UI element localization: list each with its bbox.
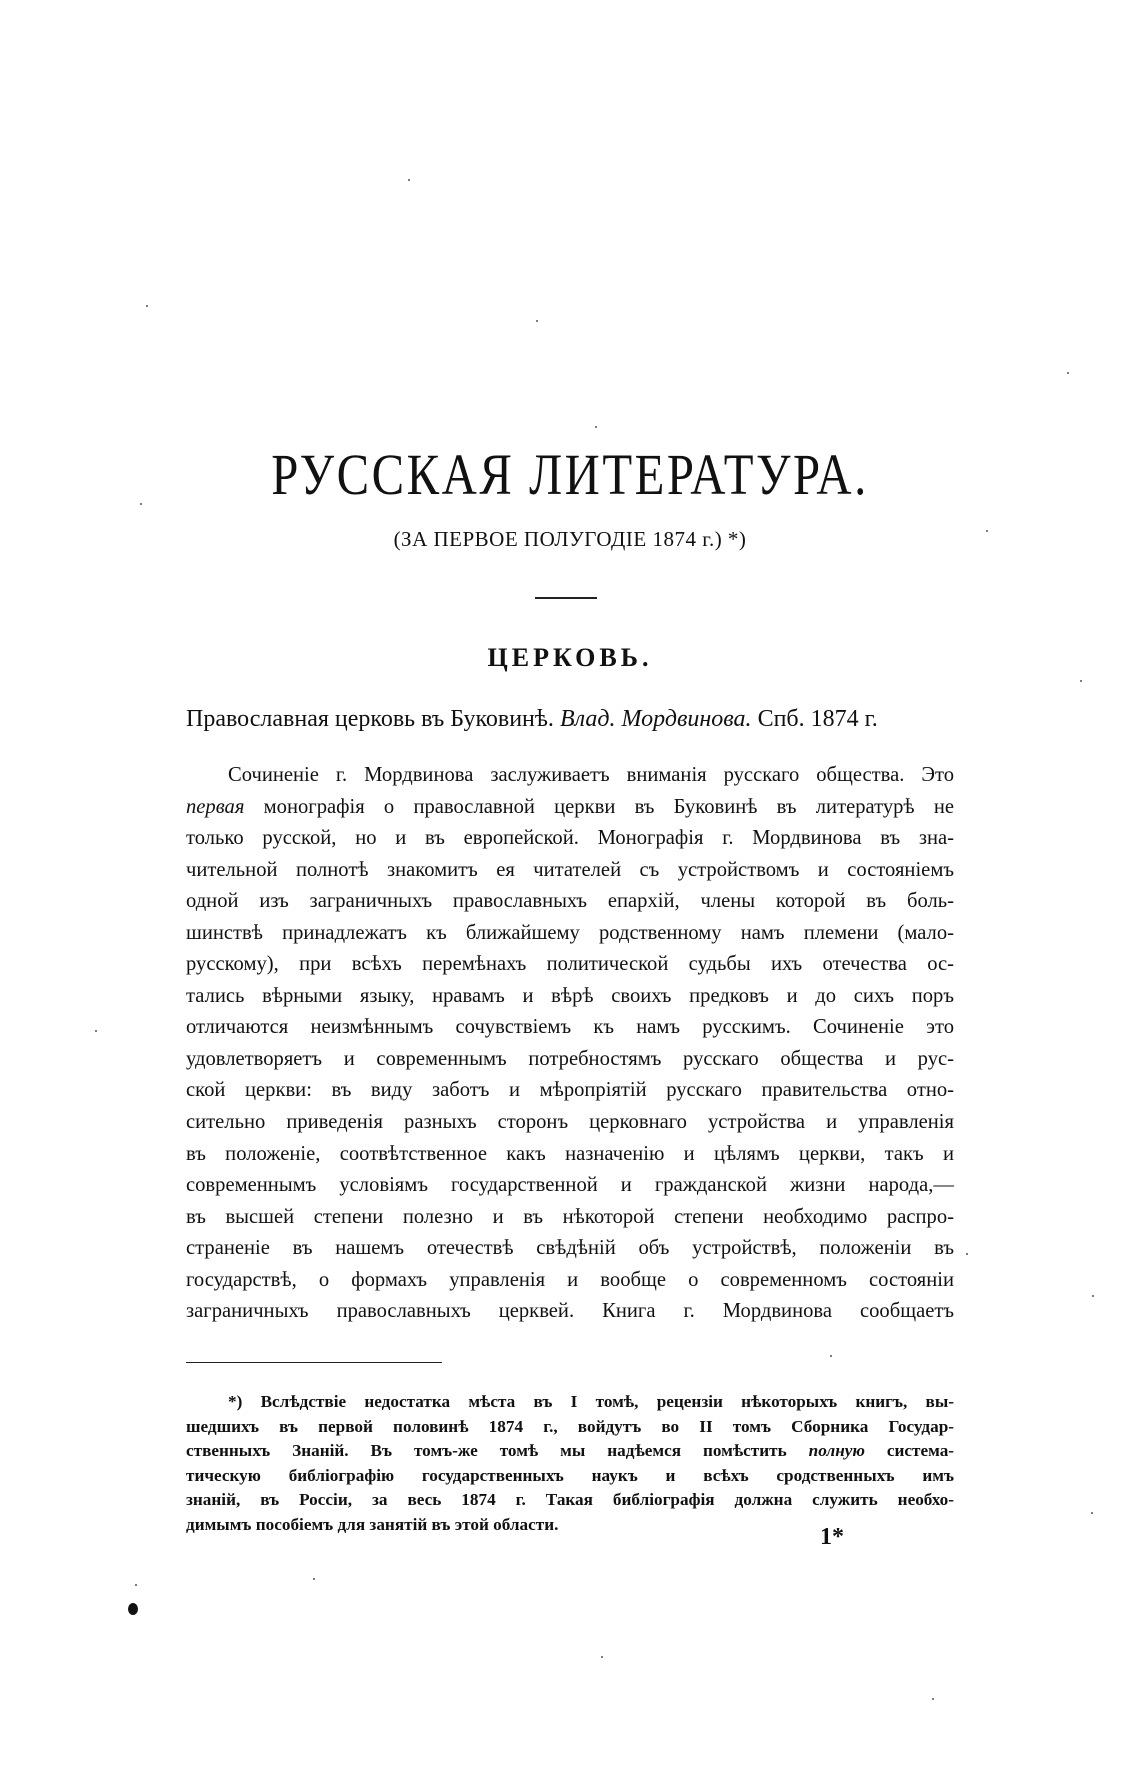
- body-line: чительной полнотѣ знакомитъ ея читателей съ устройствомъ и состояніемъ: [186, 858, 954, 881]
- book-place-year: Спб. 1874 г.: [757, 706, 878, 732]
- body-line: Сочиненіе г. Мордвинова заслуживаетъ вниманія русскаго общества. Это: [228, 764, 954, 786]
- body-line: сительно приведенія разныхъ сторонъ церковнаго устройства и управленія: [186, 1111, 954, 1134]
- scan-speck: [1091, 1512, 1093, 1514]
- scan-speck: [966, 1253, 968, 1255]
- body-line: ской церкви: въ виду заботъ и мѣропріятій русскаго правительства отно-: [186, 1079, 954, 1102]
- scan-speck: [536, 320, 538, 322]
- body-line: въ положеніе, соотвѣтственное какъ назначенію и цѣлямъ церкви, такъ и: [186, 1142, 954, 1165]
- body-line: въ высшей степени полезно и въ нѣкоторой степени необходимо распро-: [186, 1205, 954, 1228]
- footnote-line-text: ственныхъ Знаній. Въ томъ-же томѣ мы надѣемся помѣстить: [186, 1441, 787, 1461]
- footnote-line: [186, 1439, 954, 1464]
- book-title: Православная церковь въ Буковинѣ.: [186, 706, 554, 732]
- body-line: одной изъ заграничныхъ православныхъ епархій, члены которой въ боль-: [186, 890, 954, 913]
- scan-speck: [95, 1030, 97, 1032]
- scan-speck: [408, 179, 410, 181]
- body-line: страненіе въ нашемъ отечествѣ свѣдѣній объ устройствѣ, положеніи въ: [186, 1237, 954, 1260]
- page-subtitle: (ЗА ПЕРВОЕ ПОЛУГОДІЕ 1874 г.) *): [393, 527, 747, 551]
- scan-speck: [140, 503, 142, 505]
- body-line: отличаются неизмѣннымъ сочувствіемъ къ намъ русскимъ. Сочиненіе это: [186, 1016, 954, 1039]
- footnote-line: *) Вслѣдствіе недостатка мѣста въ I томѣ, рецензіи нѣкоторыхъ книгъ, вы-: [228, 1392, 954, 1411]
- book-reference: [186, 702, 956, 736]
- book-author: Влад. Мордвинова.: [559, 706, 752, 732]
- footnote-line-tail: система-: [886, 1441, 955, 1461]
- page-title: РУССКАЯ ЛИТЕРАТУРА.: [271, 442, 869, 507]
- body-line: удовлетворяетъ и современнымъ потребностямъ русскаго общества и рус-: [186, 1047, 954, 1070]
- body-line: шинствѣ принадлежатъ къ ближайшему родственному намъ племени (мало-: [186, 921, 954, 944]
- footnote-divider: [186, 1362, 442, 1363]
- scan-speck: [135, 1584, 137, 1586]
- body-line: заграничныхъ православныхъ церквей. Книга г. Мордвинова сообщаетъ: [186, 1300, 954, 1323]
- body-line: государствѣ, о формахъ управленія и вообще о современномъ состояніи: [186, 1268, 954, 1291]
- footnote: [186, 1390, 954, 1538]
- scan-speck: [601, 1656, 603, 1658]
- scan-speck: [1080, 680, 1082, 682]
- footnote-line: димымъ пособіемъ для занятій въ этой области.: [186, 1514, 559, 1534]
- scan-speck: [313, 1578, 315, 1580]
- body-line: русскому), при всѣхъ перемѣнахъ политической судьбы ихъ отечества ос-: [186, 953, 954, 976]
- body-line-text: монографія о православной церкви въ Буковинѣ въ литературѣ не: [263, 795, 954, 818]
- scan-speck: [595, 426, 597, 428]
- section-heading: ЦЕРКОВЬ.: [487, 643, 653, 672]
- body-paragraph: [186, 760, 954, 1328]
- footnote-line: знаній, въ Россіи, за весь 1874 г. Такая библіографія должна служить необхо-: [186, 1490, 954, 1510]
- title-divider: [535, 597, 597, 599]
- footnote-line: тическую библіографію государственныхъ наукъ и всѣхъ сродственныхъ имъ: [186, 1465, 954, 1485]
- body-line: современнымъ условіямъ государственной и гражданской жизни народа,—: [186, 1174, 954, 1197]
- italic-emphasis: полную: [808, 1441, 865, 1461]
- italic-emphasis: первая: [186, 795, 245, 818]
- scan-speck: [1067, 372, 1069, 374]
- ink-blot: [128, 1603, 138, 1615]
- footnote-line: шедшихъ въ первой половинѣ 1874 г., войдутъ во II томъ Сборника Государ-: [186, 1416, 954, 1436]
- body-line: только русской, но и въ европейской. Монографія г. Мордвинова въ зна-: [186, 827, 954, 850]
- body-line: тались вѣрными языку, нравамъ и вѣрѣ своихъ предковъ и до сихъ поръ: [186, 984, 954, 1007]
- scan-speck: [932, 1698, 934, 1700]
- scan-speck: [986, 530, 988, 532]
- scan-speck: [830, 1355, 832, 1357]
- scan-speck: [1092, 1295, 1094, 1297]
- body-line: [186, 792, 954, 824]
- signature-mark: 1*: [820, 1524, 844, 1550]
- scan-speck: [146, 305, 148, 307]
